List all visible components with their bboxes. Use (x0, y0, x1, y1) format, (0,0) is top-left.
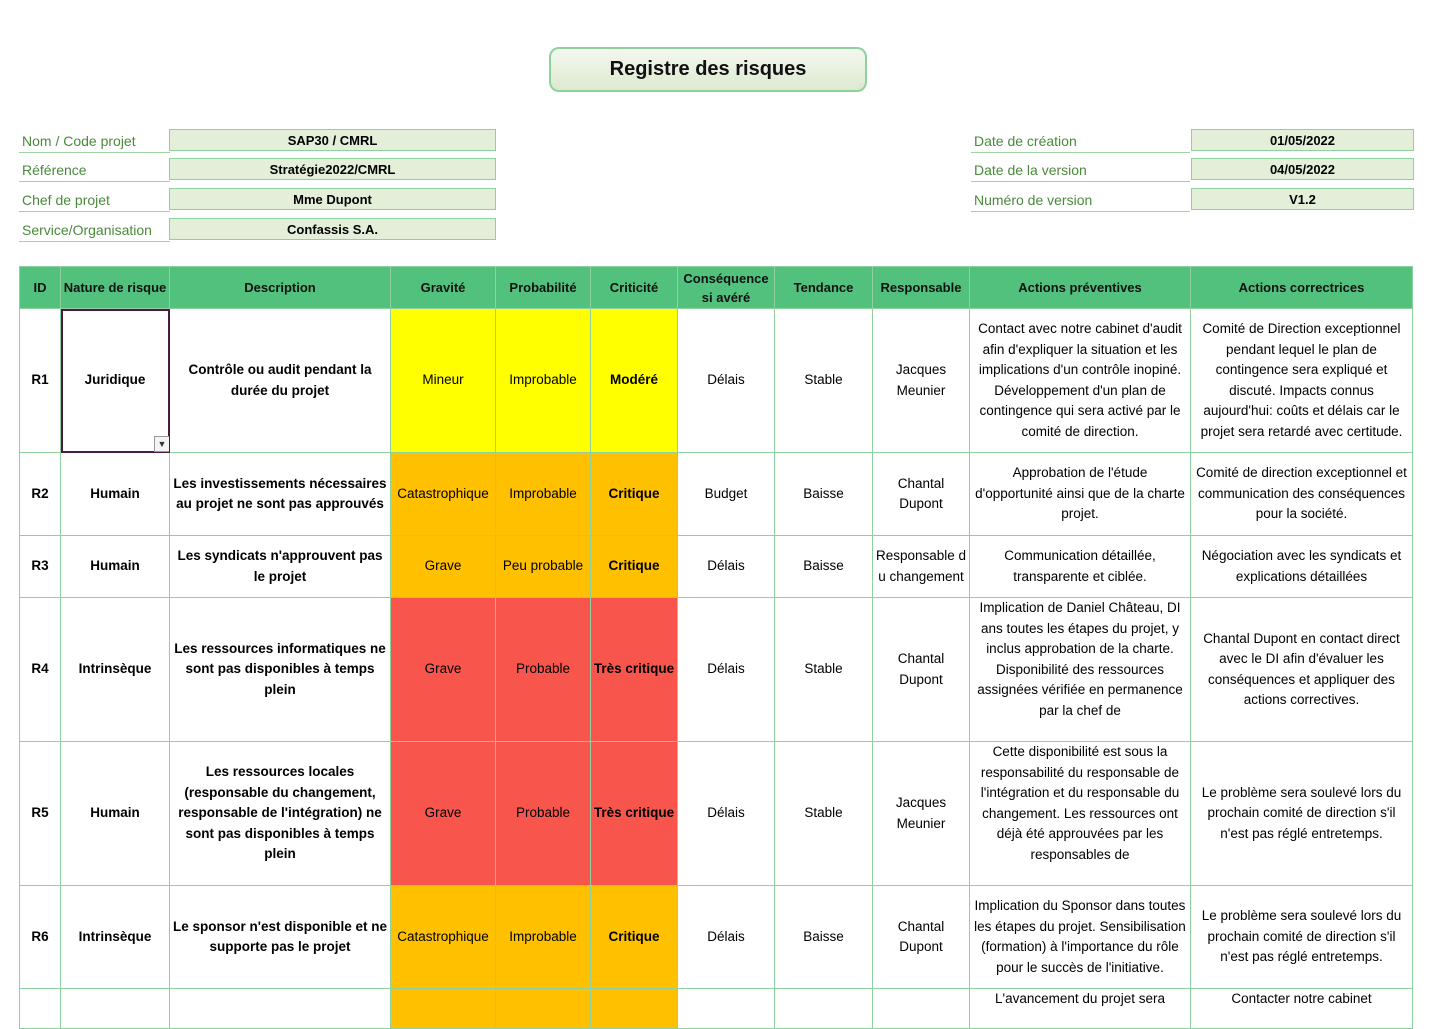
cell-preventive[interactable]: L'avancement du projet sera (970, 989, 1191, 1029)
reference-label: Référence (19, 159, 170, 182)
cell-corrective[interactable]: Le problème sera soulevé lors du prochain comité de direction s'il n'est pas réglé entretemps. (1191, 742, 1413, 886)
version-number-label: Numéro de version (971, 189, 1190, 212)
cell-trend[interactable]: Baisse (775, 536, 873, 598)
cell-consequence[interactable]: Budget (678, 453, 775, 536)
cell-description[interactable]: Le sponsor n'est disponible et ne supporte pas le projet (170, 886, 391, 989)
cell-nature[interactable]: Humain (61, 742, 170, 886)
cell-description[interactable]: Les investissements nécessaires au projet ne sont pas approuvés (170, 453, 391, 536)
version-date-value[interactable]: 04/05/2022 (1191, 158, 1414, 180)
cell-probability[interactable]: Improbable (496, 309, 591, 453)
manager-value[interactable]: Mme Dupont (169, 188, 496, 210)
cell-trend[interactable]: Stable (775, 598, 873, 742)
version-date-label: Date de la version (971, 159, 1190, 182)
cell-criticity[interactable]: Critique (591, 886, 678, 989)
cell-gravity[interactable]: Catastrophique (391, 453, 496, 536)
cell-consequence[interactable] (678, 989, 775, 1029)
cell-preventive[interactable]: Approbation de l'étude d'opportunité ainsi que de la charte projet. (970, 453, 1191, 536)
service-label: Service/Organisation (19, 219, 170, 242)
cell-consequence[interactable]: Délais (678, 886, 775, 989)
creation-date-value[interactable]: 01/05/2022 (1191, 129, 1414, 151)
table-row (20, 598, 1413, 742)
cell-gravity[interactable]: Grave (391, 598, 496, 742)
cell-id[interactable] (20, 989, 61, 1029)
cell-description[interactable] (170, 989, 391, 1029)
cell-trend[interactable]: Baisse (775, 453, 873, 536)
risk-register-table (19, 266, 1413, 1029)
cell-trend[interactable]: Stable (775, 742, 873, 886)
cell-id[interactable]: R2 (20, 453, 61, 536)
cell-criticity[interactable]: Très critique (591, 742, 678, 886)
cell-consequence[interactable]: Délais (678, 598, 775, 742)
cell-nature[interactable] (61, 309, 170, 453)
cell-id[interactable]: R1 (20, 309, 61, 453)
header-trend[interactable]: Tendance (775, 267, 873, 309)
cell-corrective[interactable]: Comité de Direction exceptionnel pendant lequel le plan de contingence sera expliqué et discuté. Impacts connus aujourd'hui: coûts et délais car le projet sera retardé avec certitude. (1191, 309, 1413, 453)
project-name-label: Nom / Code projet (19, 130, 170, 153)
cell-nature[interactable]: Humain (61, 453, 170, 536)
cell-description[interactable]: Contrôle ou audit pendant la durée du projet (170, 309, 391, 453)
cell-gravity[interactable]: Catastrophique (391, 886, 496, 989)
header-probability[interactable]: Probabilité (496, 267, 591, 309)
cell-gravity[interactable]: Grave (391, 742, 496, 886)
cell-owner[interactable]: Chantal Dupont (873, 598, 970, 742)
cell-consequence[interactable]: Délais (678, 309, 775, 453)
cell-consequence[interactable]: Délais (678, 536, 775, 598)
table-row (20, 886, 1413, 989)
header-gravity[interactable]: Gravité (391, 267, 496, 309)
cell-preventive[interactable]: Implication du Sponsor dans toutes les étapes du projet. Sensibilisation (formation) à l'importance du rôle pour le succès de l'initiative. (970, 886, 1191, 989)
cell-preventive[interactable]: Communication détaillée, transparente et ciblée. (970, 536, 1191, 598)
cell-nature[interactable] (61, 989, 170, 1029)
cell-nature[interactable]: Intrinsèque (61, 886, 170, 989)
cell-description[interactable]: Les syndicats n'approuvent pas le projet (170, 536, 391, 598)
table-row (20, 309, 1413, 453)
cell-trend[interactable]: Stable (775, 309, 873, 453)
header-id[interactable]: ID (20, 267, 61, 309)
cell-id[interactable]: R5 (20, 742, 61, 886)
cell-id[interactable]: R6 (20, 886, 61, 989)
cell-corrective[interactable]: Négociation avec les syndicats et explications détaillées (1191, 536, 1413, 598)
cell-owner[interactable] (873, 989, 970, 1029)
cell-criticity[interactable] (591, 989, 678, 1029)
cell-trend[interactable] (775, 989, 873, 1029)
cell-owner[interactable]: Jacques Meunier (873, 309, 970, 453)
cell-gravity[interactable]: Grave (391, 536, 496, 598)
cell-criticity[interactable]: Critique (591, 536, 678, 598)
cell-nature[interactable]: Humain (61, 536, 170, 598)
cell-preventive[interactable]: Contact avec notre cabinet d'audit afin d'expliquer la situation et les implications d'un contrôle inopiné. Développement d'un plan de contingence qui sera activé par le comité de direction. (970, 309, 1191, 453)
cell-corrective[interactable]: Comité de direction exceptionnel et communication des conséquences pour la société. (1191, 453, 1413, 536)
reference-value[interactable]: Stratégie2022/CMRL (169, 158, 496, 180)
cell-owner[interactable]: Chantal Dupont (873, 453, 970, 536)
cell-description[interactable]: Les ressources locales (responsable du changement, responsable de l'intégration) ne sont pas disponibles à temps plein (170, 742, 391, 886)
cell-probability[interactable] (496, 989, 591, 1029)
creation-date-label: Date de création (971, 130, 1190, 153)
cell-criticity[interactable]: Modéré (591, 309, 678, 453)
header-corrective[interactable]: Actions correctrices (1191, 267, 1413, 309)
manager-label: Chef de projet (19, 189, 170, 212)
header-description[interactable]: Description (170, 267, 391, 309)
cell-probability[interactable]: Probable (496, 598, 591, 742)
cell-criticity[interactable]: Critique (591, 453, 678, 536)
cell-trend[interactable]: Baisse (775, 886, 873, 989)
service-value[interactable]: Confassis S.A. (169, 218, 496, 240)
table-row (20, 989, 1413, 1029)
cell-preventive[interactable]: Cette disponibilité est sous la responsabilité du responsable de l'intégration et du responsable du changement. Les ressources ont déjà été approuvées par les responsables de (970, 742, 1191, 886)
cell-corrective[interactable]: Contacter notre cabinet (1191, 989, 1413, 1029)
project-name-value[interactable]: SAP30 / CMRL (169, 129, 496, 151)
cell-gravity[interactable] (391, 989, 496, 1029)
page-title: Registre des risques (549, 47, 867, 92)
cell-nature[interactable]: Intrinsèque (61, 598, 170, 742)
cell-corrective[interactable]: Chantal Dupont en contact direct avec le DI afin d'évaluer les conséquences et appliquer des actions correctives. (1191, 598, 1413, 742)
cell-probability[interactable]: Probable (496, 742, 591, 886)
cell-owner[interactable]: Jacques Meunier (873, 742, 970, 886)
header-row (20, 267, 1413, 309)
cell-consequence[interactable]: Délais (678, 742, 775, 886)
header-nature[interactable]: Nature de risque (61, 267, 170, 309)
cell-id[interactable]: R4 (20, 598, 61, 742)
cell-probability[interactable]: Improbable (496, 886, 591, 989)
header-preventive[interactable]: Actions préventives (970, 267, 1191, 309)
table-row (20, 742, 1413, 886)
cell-owner[interactable]: Chantal Dupont (873, 886, 970, 989)
cell-probability[interactable]: Peu probable (496, 536, 591, 598)
cell-preventive[interactable]: Implication de Daniel Château, DI ans toutes les étapes du projet, y inclus approbation de la charte. Disponibilité des ressources assignées vérifiée en permanence par la chef de (970, 598, 1191, 742)
cell-nature-text: Juridique (84, 372, 146, 388)
cell-probability[interactable]: Improbable (496, 453, 591, 536)
cell-description[interactable]: Les ressources informatiques ne sont pas disponibles à temps plein (170, 598, 391, 742)
cell-gravity[interactable]: Mineur (391, 309, 496, 453)
version-number-value[interactable]: V1.2 (1191, 188, 1414, 210)
table-row (20, 453, 1413, 536)
header-criticity[interactable]: Criticité (591, 267, 678, 309)
cell-owner[interactable]: Responsable du changement (873, 536, 970, 598)
cell-id[interactable]: R3 (20, 536, 61, 598)
cell-corrective[interactable]: Le problème sera soulevé lors du prochain comité de direction s'il n'est pas réglé entretemps. (1191, 886, 1413, 989)
header-consequence[interactable]: Conséquence si avéré (678, 267, 775, 309)
header-owner[interactable]: Responsable (873, 267, 970, 309)
table-row (20, 536, 1413, 598)
cell-criticity[interactable]: Très critique (591, 598, 678, 742)
dropdown-arrow-icon[interactable]: ▼ (154, 436, 170, 452)
